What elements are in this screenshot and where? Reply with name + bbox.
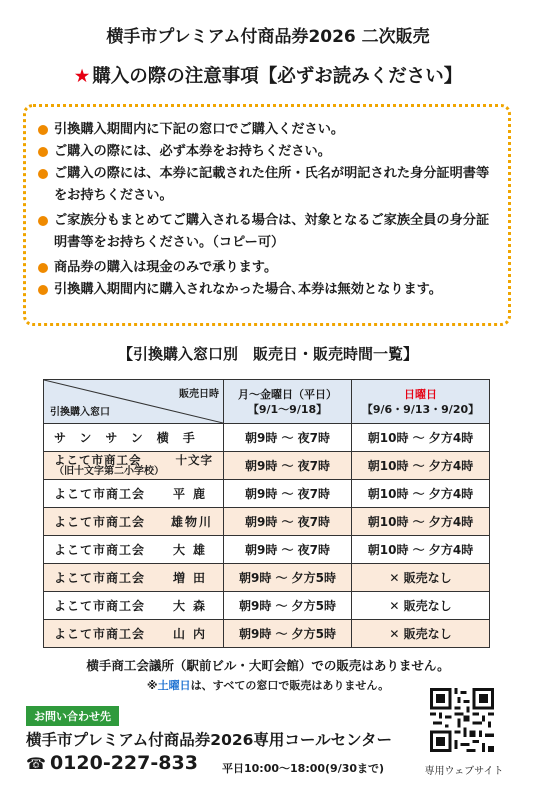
table-row — [44, 508, 490, 536]
sunday-hours: 朝10時 ～ 夕方4時 — [352, 536, 490, 564]
weekday-hours: 朝9時 ～ 夜7時 — [224, 480, 352, 508]
weekday-header — [224, 380, 352, 424]
table-row — [44, 480, 490, 508]
store-name: よこて市商工会 — [54, 599, 146, 613]
store-cell — [44, 620, 224, 648]
weekday-header-line2: 【9/1～9/18】 — [247, 402, 328, 416]
store-area: 十文字 — [175, 452, 213, 467]
weekday-header-line1: 月～金曜日（平日） — [238, 387, 337, 401]
store-name: よこて市商工会 — [54, 627, 146, 641]
notice-item: ご購入の際には、本券に記載された住所・氏名が明記された身分証明書等をお持ちください。 — [38, 163, 502, 207]
corner-cell — [44, 380, 224, 424]
notice-item: ご家族分もまとめてご購入される場合は、対象となるご家族全員の身分証明書等をお持ちください。（コピー可） — [38, 210, 502, 254]
notice-item: 引換購入期間内に購入されなかった場合､本券は無効となります。 — [38, 279, 502, 301]
page-title: 横手市プレミアム付商品券2026 二次販売 — [106, 27, 430, 47]
store-name: サンサン横手 — [54, 431, 209, 445]
store-area: 山内 — [172, 627, 213, 641]
weekday-hours: 朝9時 ～ 夜7時 — [224, 508, 352, 536]
table-row — [44, 536, 490, 564]
store-cell — [44, 480, 224, 508]
saturday-note-prefix: ※ — [146, 679, 158, 692]
store-cell — [44, 536, 224, 564]
store-area: 大雄 — [172, 543, 213, 557]
store-cell — [44, 508, 224, 536]
weekday-hours: 朝9時 ～ 夜7時 — [224, 536, 352, 564]
table-title: 【引換購入窓口別 販売日・販売時間一覧】 — [117, 345, 418, 363]
sunday-header-line1: 日曜日 — [404, 387, 437, 401]
phone-number-text: 0120-227-833 — [49, 752, 198, 774]
weekday-hours: 朝9時 ～ 夕方5時 — [224, 592, 352, 620]
table-row — [44, 424, 490, 452]
sunday-hours: 朝10時 ～ 夕方4時 — [352, 424, 490, 452]
table-row — [44, 452, 490, 480]
table-row — [44, 564, 490, 592]
saturday-note-rest: は、すべての窓口で販売はありません。 — [190, 679, 390, 692]
store-area: 増田 — [172, 571, 213, 585]
qr-code-icon[interactable] — [430, 688, 494, 752]
sunday-hours: ✕ 販売なし — [352, 564, 490, 592]
notice-heading — [0, 62, 536, 88]
notice-heading-text: 購入の際の注意事項【必ずお読みください】 — [92, 66, 463, 87]
saturday-word: 土曜日 — [157, 679, 191, 692]
store-cell — [44, 564, 224, 592]
notice-item: ご購入の際には、必ず本券をお持ちください。 — [38, 141, 502, 163]
weekday-hours: 朝9時 ～ 夜7時 — [224, 424, 352, 452]
sunday-header — [352, 380, 490, 424]
store-name: よこて市商工会 — [54, 515, 146, 529]
store-area: 雄物川 — [170, 515, 213, 529]
contact-badge: お問い合わせ先 — [26, 706, 119, 726]
store-name: よこて市商工会 — [54, 452, 142, 467]
schedule-table — [43, 379, 490, 648]
store-cell — [44, 452, 224, 480]
corner-bottom-label: 引換購入窓口 — [50, 407, 110, 418]
website-label: 専用ウェブサイト — [424, 766, 504, 777]
sunday-hours: ✕ 販売なし — [352, 592, 490, 620]
sunday-hours: 朝10時 ～ 夕方4時 — [352, 452, 490, 480]
store-name: よこて市商工会 — [54, 571, 146, 585]
notice-box — [23, 104, 511, 326]
sunday-hours: ✕ 販売なし — [352, 620, 490, 648]
table-header-row — [44, 380, 490, 424]
sunday-hours: 朝10時 ～ 夕方4時 — [352, 480, 490, 508]
chamber-note: 横手商工会議所（駅前ビル・大町会館）での販売はありません。 — [86, 658, 450, 673]
phone-icon: ☎ — [26, 754, 46, 773]
sunday-header-line2: 【9/6・9/13・9/20】 — [361, 402, 480, 416]
store-cell — [44, 592, 224, 620]
table-row — [44, 592, 490, 620]
call-center-name: 横手市プレミアム付商品券2026専用コールセンター — [26, 731, 393, 749]
table-row — [44, 620, 490, 648]
weekday-hours: 朝9時 ～ 夕方5時 — [224, 620, 352, 648]
sunday-hours: 朝10時 ～ 夕方4時 — [352, 508, 490, 536]
weekday-hours: 朝9時 ～ 夕方5時 — [224, 564, 352, 592]
corner-top-label: 販売日時 — [179, 389, 219, 400]
call-center-hours: 平日10:00～18:00(9/30まで) — [222, 762, 385, 775]
phone-number[interactable] — [26, 752, 198, 774]
store-area: 平鹿 — [172, 487, 213, 501]
store-sub: （旧十文字第二小学校） — [54, 465, 164, 477]
store-cell — [44, 424, 224, 452]
store-area: 大森 — [172, 599, 213, 613]
weekday-hours: 朝9時 ～ 夜7時 — [224, 452, 352, 480]
notice-item: 商品券の購入は現金のみで承ります。 — [38, 257, 502, 279]
star-icon: ★ — [73, 66, 91, 87]
notice-item: 引換購入期間内に下記の窓口でご購入ください。 — [38, 119, 502, 141]
store-name: よこて市商工会 — [54, 487, 146, 501]
store-name: よこて市商工会 — [54, 543, 146, 557]
